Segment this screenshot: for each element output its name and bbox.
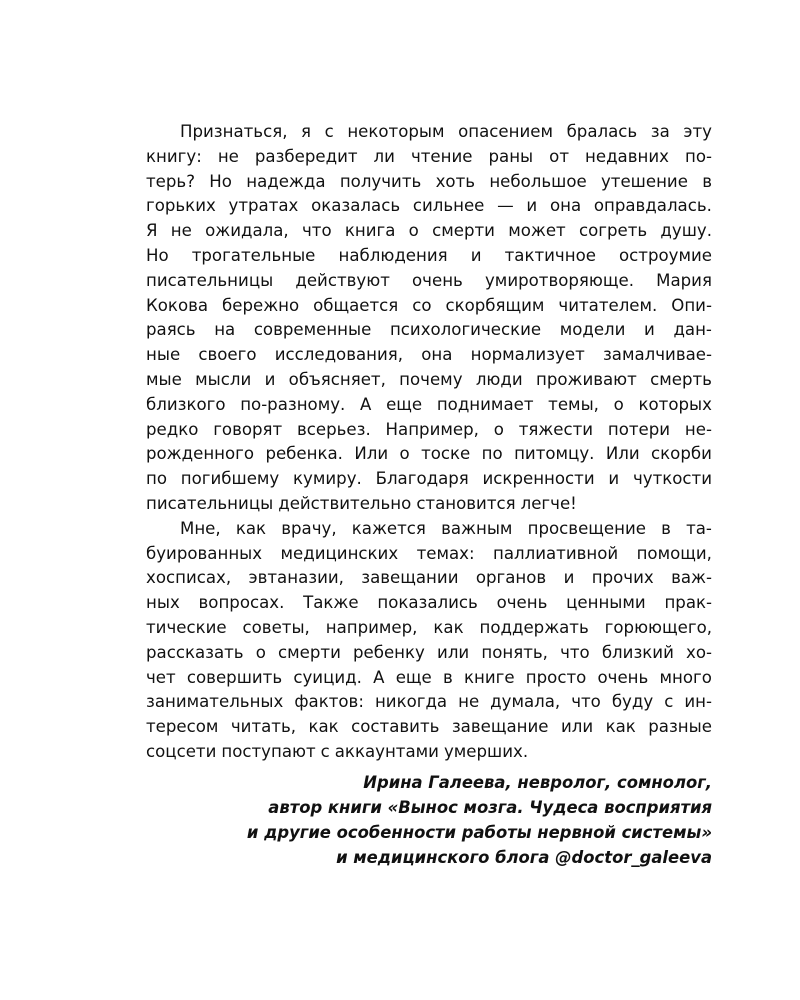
text-line: редко говорят всерьез. Например, о тяжести потери не- <box>146 419 712 439</box>
attribution-line: и медицинского блога @doctor_galeeva <box>336 848 712 867</box>
text-line: чет совершить суицид. А еще в книге просто очень много <box>146 667 712 687</box>
text-line: хосписах, эвтаназии, завещании органов и прочих важ- <box>146 568 712 588</box>
attribution <box>247 770 712 870</box>
text-line: мые мысли и объясняет, почему люди проживают смерть <box>146 369 712 389</box>
attribution-line: и другие особенности работы нервной системы» <box>246 823 712 842</box>
text-line: рожденного ребенка. Или о тоске по питомцу. Или скорби <box>146 444 712 464</box>
text-line: раясь на современные психологические модели и дан- <box>146 320 712 340</box>
text-line: ные своего исследования, она нормализует замалчивае- <box>146 345 712 365</box>
text-line: терь? Но надежда получить хоть небольшое утешение в <box>146 171 712 191</box>
text-line: Я не ожидала, что книга о смерти может согреть душу. <box>146 221 712 241</box>
text-line: книгу: не разбередит ли чтение раны от недавних по- <box>146 146 712 166</box>
text-line: горьких утратах оказалась сильнее — и она оправдалась. <box>146 196 712 216</box>
text-line: близкого по-разному. А еще поднимает темы, о которых <box>146 394 712 414</box>
text-line: занимательных фактов: никогда не думала, что буду с ин- <box>146 692 712 712</box>
text-line: тересом читать, как составить завещание или как разные <box>146 717 712 737</box>
text-line: соцсети поступают с аккаунтами умерших. <box>146 741 529 761</box>
paragraph-1 <box>146 120 712 517</box>
attribution-line: автор книги «Вынос мозга. Чудеса восприятия <box>268 798 712 817</box>
text-line: Признаться, я с некоторым опасением бралась за эту <box>180 122 712 141</box>
text-line: Мне, как врачу, кажется важным просвещение в та- <box>180 518 712 538</box>
attribution-line: Ирина Галеева, невролог, сомнолог, <box>363 773 712 792</box>
text-line: рассказать о смерти ребенку или понять, что близкий хо- <box>146 642 712 662</box>
text-line: Но трогательные наблюдения и тактичное остроумие <box>146 245 712 265</box>
text-line: ных вопросах. Также показались очень ценными прак- <box>146 593 712 613</box>
text-line: писательницы действуют очень умиротворяюще. Мария <box>146 270 712 290</box>
text-line: по погибшему кумиру. Благодаря искренности и чуткости <box>146 469 712 489</box>
text-line: тические советы, например, как поддержать горюющего, <box>146 617 712 637</box>
text-line: писательницы действительно становится легче! <box>146 493 577 513</box>
paragraph-2 <box>146 517 712 765</box>
text-line: буированных медицинских темах: паллиативной помощи, <box>146 543 712 563</box>
text-line: Кокова бережно общается со скорбящим читателем. Опи- <box>146 295 712 315</box>
review-text <box>146 120 712 765</box>
